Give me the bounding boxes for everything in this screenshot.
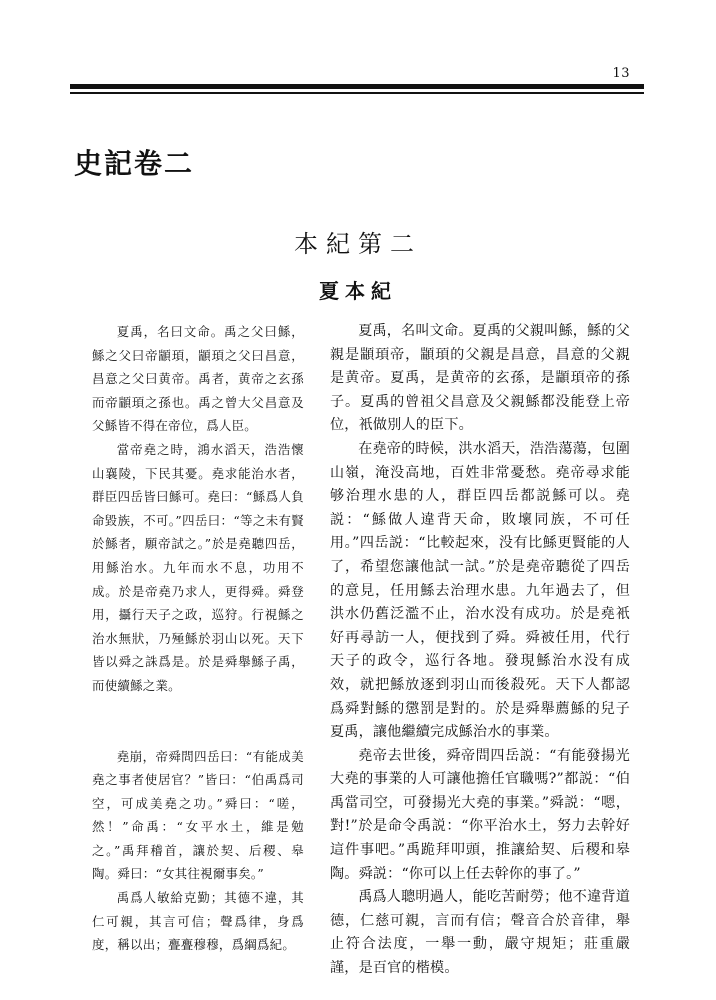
translation-paragraph: 禹爲人聰明過人，能吃苦耐勞；他不違背道德，仁慈可親，言而有信；聲音合於音律，舉止符合法度，一舉一動，嚴守規矩；莊重嚴謹，是百官的楷模。 <box>330 889 630 977</box>
translation-paragraph: 夏禹，名叫文命。夏禹的父親叫鯀，鯀的父親是顓頊帝，顓頊的父親是昌意，昌意的父親是黄帝。夏禹，是黄帝的玄孫，是顓頊帝的孫子。夏禹的曾祖父昌意及父親鯀都没能登上帝位，衹做別人的臣下。 <box>330 323 630 434</box>
original-paragraph: 當帝堯之時，鴻水滔天，浩浩懷山襄陵，下民其憂。堯求能治水者，群臣四岳皆曰鯀可。堯曰：“鯀爲人負命毀族，不可。”四岳曰：“等之未有賢於鯀者，願帝試之。”於是堯聽四岳，用鯀治水。九年而水不息，功用不成。於是帝堯乃求人，更得舜。舜登用，攝行天子之政，巡狩。行視鯀之治水無狀，乃殛鯀於羽山以死。天下皆以舜之誅爲是。於是舜舉鯀子禹，而使續鯀之業。 <box>92 441 304 693</box>
translation-text-column <box>330 320 630 981</box>
page-number: 13 <box>612 66 630 81</box>
original-paragraph: 夏禹，名曰文命。禹之父曰鯀，鯀之父曰帝顓頊，顓頊之父曰昌意，昌意之父曰黄帝。禹者，黄帝之玄孫而帝顓頊之孫也。禹之曾大父昌意及父鯀皆不得在帝位，爲人臣。 <box>92 324 304 434</box>
header-rule-thick <box>70 84 644 89</box>
original-paragraph: 堯崩，帝舜問四岳曰：“有能成美堯之事者使居官？”皆曰：“伯禹爲司空，可成美堯之功。”舜曰：“嗟，然！”命禹：“女平水土，維是勉之。”禹拜稽首，讓於契、后稷、皋陶。舜曰：“女其往視爾事矣。” <box>92 748 304 882</box>
original-paragraph: 禹爲人敏給克勤；其德不違，其仁可親，其言可信；聲爲律，身爲度，稱以出；亹亹穆穆，爲綱爲紀。 <box>92 890 304 953</box>
volume-title: 史記卷二 <box>74 147 195 180</box>
translation-paragraph: 堯帝去世後，舜帝問四岳説：“有能發揚光大堯的事業的人可讓他擔任官職嗎?”都説：“伯禹當司空，可發揚光大堯的事業。”舜説：“嗯，對!”於是命令禹説：“你平治水土，努力去幹好這件事吧。”禹跪拜叩頭，推讓給契、后稷和皋陶。舜説：“你可以上任去幹你的事了。” <box>330 747 630 882</box>
original-text-column <box>92 320 304 957</box>
section-title: 本紀第二 <box>294 230 422 258</box>
chapter-title: 夏本紀 <box>319 279 397 303</box>
translation-paragraph: 在堯帝的時候，洪水滔天，浩浩蕩蕩，包圍山嶺，淹没高地，百姓非常憂愁。堯帝尋求能够治理水患的人，群臣四岳都説鯀可以。堯説：“鯀做人違背天命，敗壞同族，不可任用。”四岳説：“比較起來，没有比鯀更賢能的人了，希望您讓他試一試。”於是堯帝聽從了四岳的意見，任用鯀去治理水患。九年過去了，但洪水仍舊泛濫不止，治水没有成功。於是堯衹好再尋訪一人，便找到了舜。舜被任用，代行天子的政令，巡行各地。發現鯀治水没有成效，就把鯀放逐到羽山而後殺死。天下人都認爲舜對鯀的懲罰是對的。於是舜舉薦鯀的兒子夏禹，讓他繼續完成鯀治水的事業。 <box>330 440 630 741</box>
header-rule-thin <box>70 92 644 94</box>
